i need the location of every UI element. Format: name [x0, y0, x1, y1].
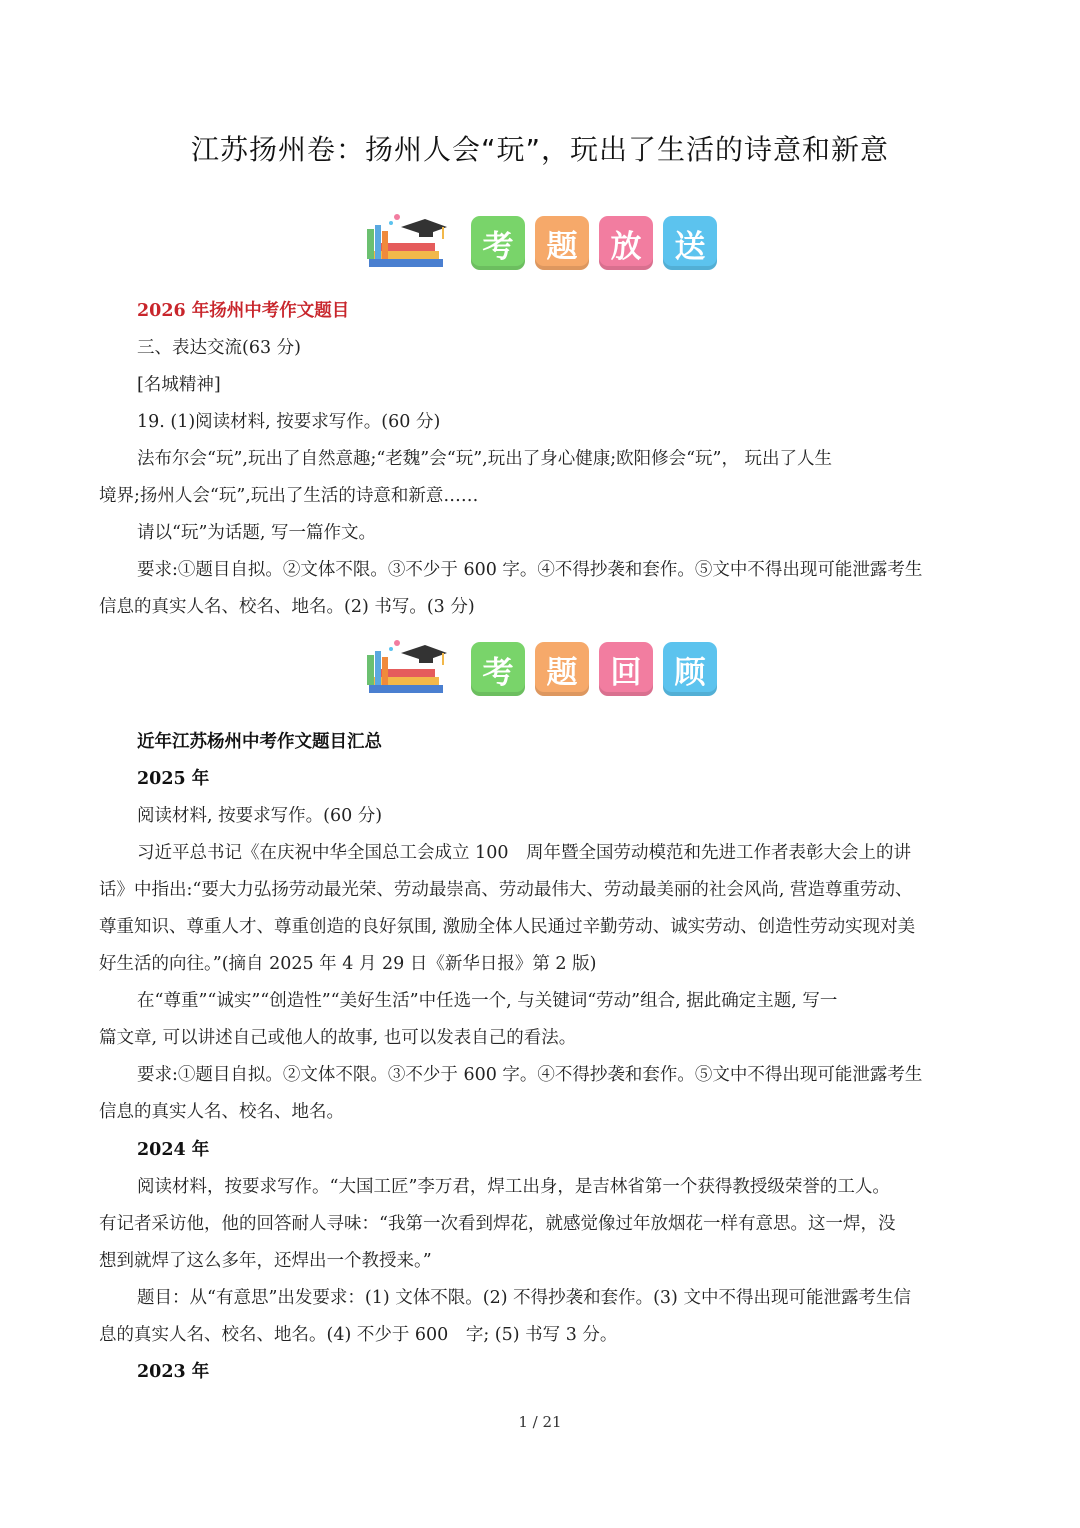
tile-hui: 回: [599, 642, 653, 696]
books-icon: [363, 211, 449, 275]
text-line: 息的真实人名、校名、地名。(4) 不少于 600 字; (5) 书写 3 分。: [99, 1325, 618, 1345]
text-line: 在“尊重”“诚实”“创造性”“美好生活”中任选一个, 与关键词“劳动”组合, 据此确定主题, 写一: [137, 991, 838, 1011]
year-heading-2023: 2023 年: [137, 1362, 210, 1382]
tile-fang: 放: [599, 216, 653, 270]
text-line: 19. (1)阅读材料, 按要求写作。(60 分): [137, 412, 441, 432]
text-line: 信息的真实人名、校名、地名。(2) 书写。(3 分): [99, 597, 475, 617]
text-line: 想到就焊了这么多年，还焊出一个教授来。”: [99, 1251, 432, 1271]
tile-ti: 题: [535, 642, 589, 696]
text-line: 信息的真实人名、校名、地名。: [99, 1102, 344, 1122]
page-title: 江苏扬州卷：扬州人会“玩”，玩出了生活的诗意和新意: [190, 133, 889, 166]
page-number: 1 / 21: [518, 1413, 562, 1431]
text-line: 境界;扬州人会“玩”,玩出了生活的诗意和新意……: [99, 486, 479, 506]
text-line: 三、表达交流(63 分): [137, 338, 301, 358]
text-line: 法布尔会“玩”,玩出了自然意趣;“老魏”会“玩”,玩出了身心健康;欧阳修会“玩”， 玩出了人生: [137, 449, 833, 469]
tile-ti: 题: [535, 216, 589, 270]
books-icon: [363, 637, 449, 701]
section-heading-2026: 2026 年扬州中考作文题目: [137, 301, 350, 321]
banner-exam-question: [0, 211, 1080, 275]
text-line: 篇文章, 可以讲述自己或他人的故事, 也可以发表自己的看法。: [99, 1028, 577, 1048]
tile-gu: 顾: [663, 642, 717, 696]
text-line: 话》中指出:“要大力弘扬劳动最光荣、劳动最崇高、劳动最伟大、劳动最美丽的社会风尚, 营造尊重劳动、: [99, 880, 913, 900]
text-line: 有记者采访他，他的回答耐人寻味：“我第一次看到焊花，就感觉像过年放烟花一样有意思。这一焊，没: [99, 1214, 896, 1234]
year-heading-2024: 2024 年: [137, 1140, 210, 1160]
tile-song: 送: [663, 216, 717, 270]
year-heading-2025: 2025 年: [137, 769, 210, 789]
text-line: 要求:①题目自拟。②文体不限。③不少于 600 字。④不得抄袭和套作。⑤文中不得出现可能泄露考生: [137, 1065, 923, 1085]
text-line: 好生活的向往。”(摘自 2025 年 4 月 29 日《新华日报》第 2 版): [99, 954, 597, 974]
text-line: 尊重知识、尊重人才、尊重创造的良好氛围, 激励全体人民通过辛勤劳动、诚实劳动、创造性劳动实现对美: [99, 917, 916, 937]
text-line: 阅读材料，按要求写作。“大国工匠”李万君，焊工出身，是吉林省第一个获得教授级荣誉的工人。: [137, 1177, 890, 1197]
tile-kao: 考: [471, 216, 525, 270]
text-line: 要求:①题目自拟。②文体不限。③不少于 600 字。④不得抄袭和套作。⑤文中不得出现可能泄露考生: [137, 560, 923, 580]
text-line: 阅读材料, 按要求写作。(60 分): [137, 806, 383, 826]
tile-kao: 考: [471, 642, 525, 696]
banner-exam-review: [0, 637, 1080, 701]
text-line: [名城精神]: [137, 375, 221, 395]
text-line: 请以“玩”为话题, 写一篇作文。: [137, 523, 377, 543]
text-line: 题目：从“有意思”出发要求：(1) 文体不限。(2) 不得抄袭和套作。(3) 文中不得出现可能泄露考生信: [137, 1288, 911, 1308]
section-heading-summary: 近年江苏杨州中考作文题目汇总: [137, 732, 382, 752]
text-line: 习近平总书记《在庆祝中华全国总工会成立 100 周年暨全国劳动模范和先进工作者表彰大会上的讲: [137, 843, 911, 863]
